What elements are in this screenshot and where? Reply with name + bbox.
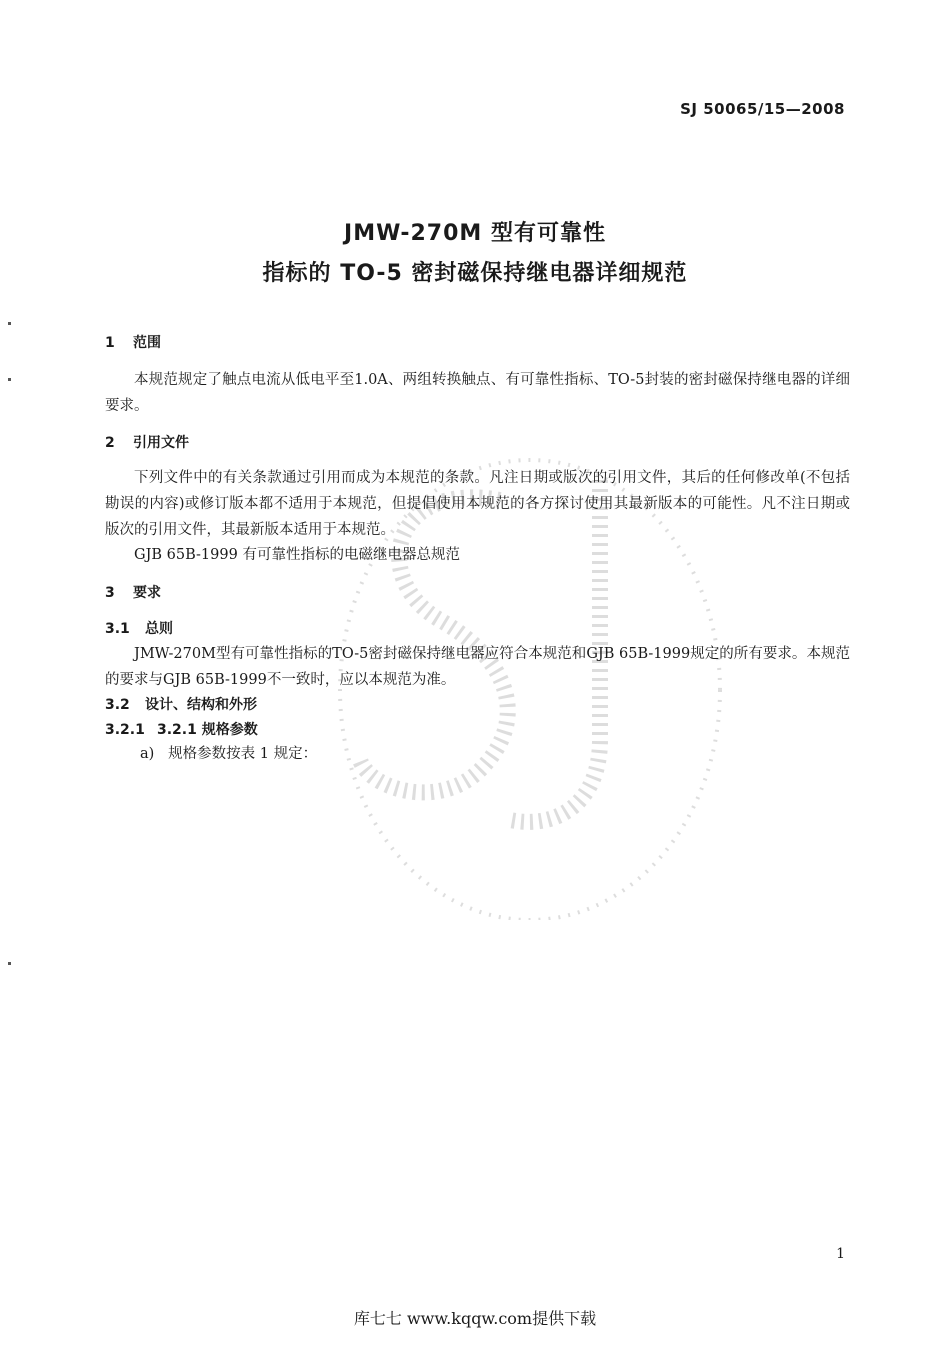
- section-number: 3.2: [105, 697, 130, 713]
- standard-number: SJ 50065/15—2008: [680, 100, 845, 118]
- margin-mark: [8, 378, 11, 381]
- section-1-heading: [105, 332, 161, 352]
- list-item-label: a): [140, 746, 155, 762]
- section-number: 3.1: [105, 621, 130, 637]
- section-title: 引用文件: [133, 435, 189, 451]
- section-title: 总则: [145, 621, 173, 637]
- section-number: 3: [105, 585, 115, 601]
- section-number: 2: [105, 435, 115, 451]
- section-3-2-1-heading: [105, 719, 258, 739]
- section-title: 3.2.1 规格参数: [157, 722, 258, 738]
- section-2-heading: [105, 432, 189, 452]
- section-title: 设计、结构和外形: [145, 697, 257, 713]
- section-title: 范围: [133, 335, 161, 351]
- margin-mark: [8, 322, 11, 325]
- page-number: 1: [836, 1246, 845, 1262]
- footer-download-note: 库七七 www.kqqw.com提供下载: [353, 1309, 597, 1328]
- section-3-1-heading: [105, 618, 173, 638]
- section-title: 要求: [133, 585, 161, 601]
- margin-mark: [8, 962, 11, 965]
- reference-document: GJB 65B-1999 有可靠性指标的电磁继电器总规范: [134, 547, 460, 563]
- section-1-body: 本规范规定了触点电流从低电平至1.0A、两组转换触点、有可靠性指标、TO-5封装的密封磁保持继电器的详细要求。: [105, 372, 850, 414]
- list-item-a: [140, 742, 317, 763]
- section-3-2-heading: [105, 694, 257, 714]
- section-number: 1: [105, 335, 115, 351]
- section-3-heading: [105, 582, 161, 602]
- document-title-line1: JMW-270M 型有可靠性: [344, 221, 606, 246]
- list-item-text: 规格参数按表 1 规定：: [168, 746, 318, 762]
- section-number: 3.2.1: [105, 722, 145, 738]
- document-title-line2: 指标的 TO-5 密封磁保持继电器详细规范: [262, 261, 688, 286]
- section-2-body: 下列文件中的有关条款通过引用而成为本规范的条款。凡注日期或版次的引用文件，其后的任何修改单(不包括勘误的内容)或修订版本都不适用于本规范，但提倡使用本规范的各方探讨使用其最新版本的可能性。凡不注日期或版次的引用文件，其最新版本适用于本规范。: [105, 470, 850, 538]
- section-3-1-body: JMW-270M型有可靠性指标的TO-5密封磁保持继电器应符合本规范和GJB 65B-1999规定的所有要求。本规范的要求与GJB 65B-1999不一致时，应以本规范为准。: [105, 646, 850, 688]
